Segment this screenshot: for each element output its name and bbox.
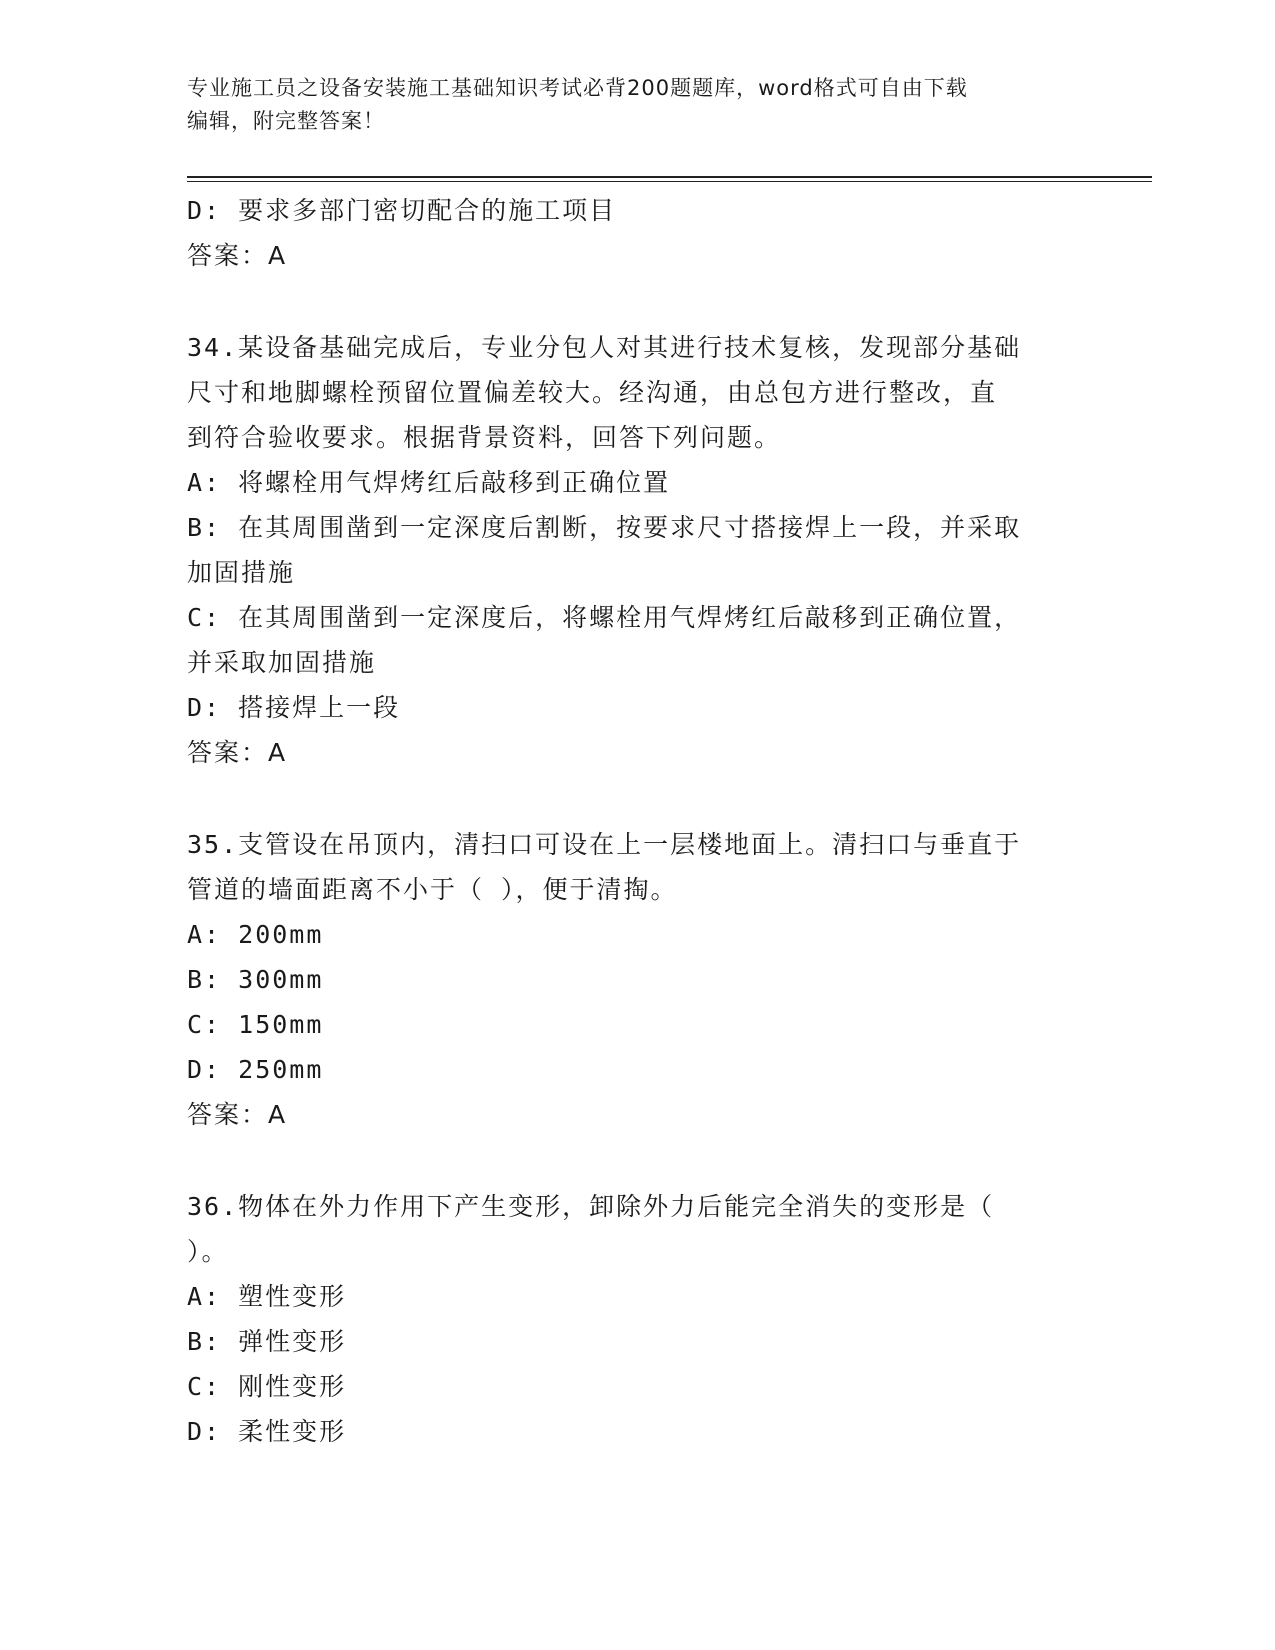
question-stem-line: 管道的墙面距离不小于（ ），便于清掏。	[187, 875, 678, 904]
spacer	[187, 1137, 1087, 1184]
option-c: C: 在其周围凿到一定深度后，将螺栓用气焊烤红后敲移到正确位置，	[187, 603, 1022, 632]
spacer	[187, 775, 1087, 822]
answer-line: 答案：A	[187, 1100, 288, 1129]
option-a: A: 将螺栓用气焊烤红后敲移到正确位置	[187, 468, 671, 497]
page-header	[187, 72, 1067, 138]
question-stem-line: 34.某设备基础完成后，专业分包人对其进行技术复核，发现部分基础	[187, 333, 1022, 362]
option-c: C: 150mm	[187, 1010, 324, 1039]
question-stem-line: 36.物体在外力作用下产生变形，卸除外力后能完全消失的变形是（	[187, 1192, 995, 1221]
option-b-continued: 加固措施	[187, 558, 296, 587]
option-b: B: 弹性变形	[187, 1327, 347, 1356]
question-stem-line: ）。	[187, 1237, 229, 1266]
question-content	[187, 188, 1087, 1454]
answer-line: 答案：A	[187, 241, 288, 270]
question-36	[187, 1184, 1087, 1454]
option-d: D: 柔性变形	[187, 1417, 347, 1446]
header-title-line-1: 专业施工员之设备安装施工基础知识考试必背200题题库，word格式可自由下载	[187, 76, 968, 100]
question-34	[187, 325, 1087, 775]
answer-line: 答案：A	[187, 738, 288, 767]
option-a: A: 塑性变形	[187, 1282, 347, 1311]
question-stem-line: 35.支管设在吊顶内，清扫口可设在上一层楼地面上。清扫口与垂直于	[187, 830, 1022, 859]
spacer	[187, 278, 1087, 325]
option-b: B: 在其周围凿到一定深度后割断，按要求尺寸搭接焊上一段，并采取	[187, 513, 1022, 542]
header-title-line-2: 编辑，附完整答案！	[187, 109, 385, 133]
question-35	[187, 822, 1087, 1137]
option-d: D: 要求多部门密切配合的施工项目	[187, 196, 617, 225]
header-divider	[187, 176, 1152, 182]
option-d: D: 250mm	[187, 1055, 324, 1084]
question-stem-line: 尺寸和地脚螺栓预留位置偏差较大。经沟通，由总包方进行整改，直	[187, 378, 998, 407]
option-c-continued: 并采取加固措施	[187, 648, 377, 677]
option-c: C: 刚性变形	[187, 1372, 347, 1401]
option-b: B: 300mm	[187, 965, 324, 994]
option-d: D: 搭接焊上一段	[187, 693, 401, 722]
question-stem-line: 到符合验收要求。根据背景资料，回答下列问题。	[187, 423, 782, 452]
option-a: A: 200mm	[187, 920, 324, 949]
